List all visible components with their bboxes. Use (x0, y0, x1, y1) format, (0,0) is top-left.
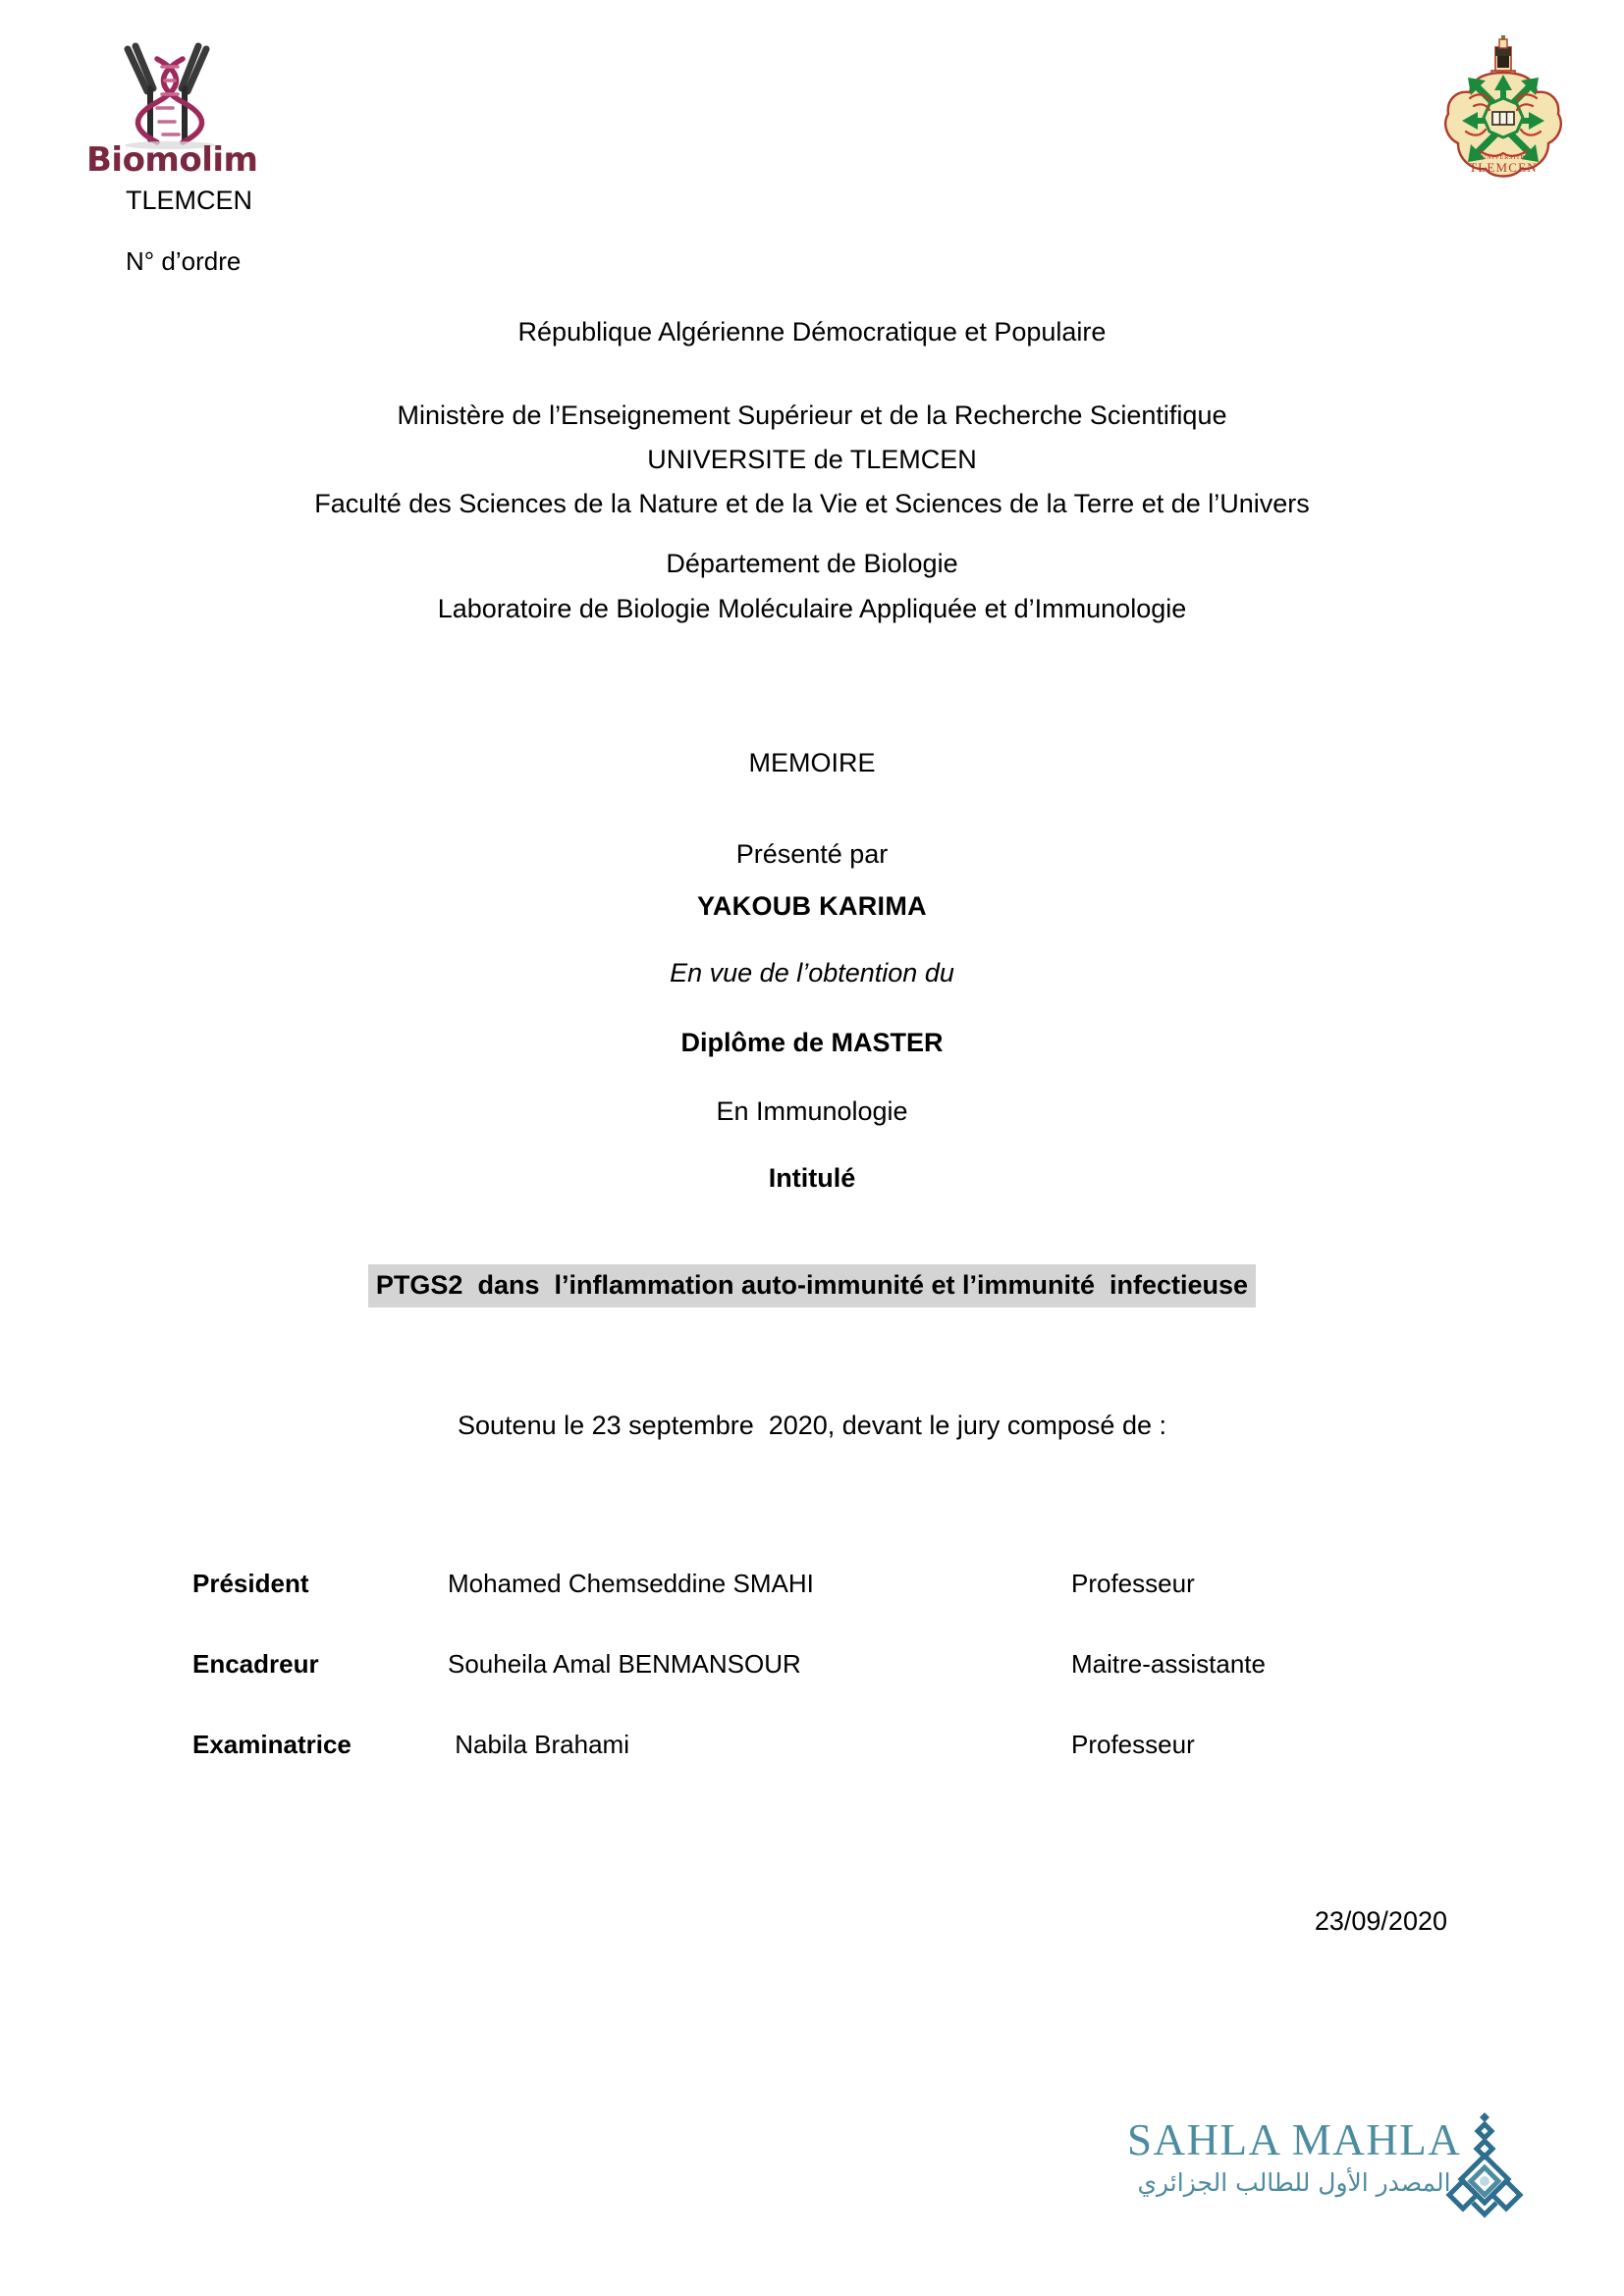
jury-rank: Professeur (1071, 1730, 1195, 1759)
jury-role: Président (192, 1569, 309, 1598)
memoire-heading: MEMOIRE (748, 748, 876, 777)
header-line-republic: République Algérienne Démocratique et Populaire (517, 317, 1107, 347)
defense-line: Soutenu le 23 septembre 2020, devant le jury composé de : (458, 1411, 1166, 1440)
order-number-label: N° d’ordre (126, 246, 242, 276)
table-row (192, 1649, 1459, 1730)
thesis-title-container (0, 1264, 1624, 1308)
header-line-laboratory: Laboratoire de Biologie Moléculaire Appliquée et d’Immunologie (437, 594, 1187, 623)
lab-city-label: TLEMCEN (126, 186, 253, 215)
header-line-university: UNIVERSITE de TLEMCEN (647, 445, 977, 474)
title-label: Intitulé (768, 1163, 856, 1193)
jury-name: Souheila Amal BENMANSOUR (448, 1649, 801, 1679)
sahla-mahla-watermark (1127, 2109, 1520, 2226)
svg-text:TLEMCEN: TLEMCEN (1469, 160, 1538, 175)
jury-role: Encadreur (192, 1649, 319, 1679)
watermark-subtitle: المصدر الأول للطالب الجزائري (1137, 2168, 1451, 2197)
jury-table (192, 1569, 1459, 1810)
thesis-title: PTGS2 dans l’inflammation auto-immunité et l’immunité infectieuse (368, 1264, 1256, 1308)
table-row (192, 1569, 1459, 1649)
biomolim-logo (86, 37, 258, 194)
antibody-dna-icon (86, 37, 253, 153)
biomolim-wordmark: Biomolim (86, 140, 258, 180)
university-tlemcen-logo (1440, 33, 1566, 190)
svg-text:UNIVERSITE: UNIVERSITE (1481, 154, 1526, 161)
berber-diamond-icon (1439, 2109, 1530, 2224)
jury-name: Mohamed Chemseddine SMAHI (448, 1569, 814, 1598)
author-name: YAKOUB KARIMA (697, 891, 927, 921)
jury-role: Examinatrice (192, 1730, 352, 1759)
jury-rank: Professeur (1071, 1569, 1195, 1598)
table-row (192, 1730, 1459, 1810)
jury-name: Nabila Brahami (448, 1730, 629, 1759)
purpose-line: En vue de l’obtention du (670, 958, 954, 988)
header-line-faculty: Faculté des Sciences de la Nature et de la Vie et Sciences de la Terre et de l’Univers (314, 489, 1310, 518)
jury-rank: Maitre-assistante (1071, 1649, 1266, 1679)
header-line-ministry: Ministère de l’Enseignement Supérieur et de la Recherche Scientifique (397, 400, 1227, 430)
document-date: 23/09/2020 (1314, 1906, 1447, 1936)
degree-name: Diplôme de MASTER (680, 1028, 944, 1057)
field-of-study: En Immunologie (716, 1096, 908, 1126)
header-line-department: Département de Biologie (666, 549, 958, 578)
watermark-title: SAHLA MAHLA (1127, 2115, 1462, 2164)
presented-by-label: Présenté par (735, 839, 889, 869)
